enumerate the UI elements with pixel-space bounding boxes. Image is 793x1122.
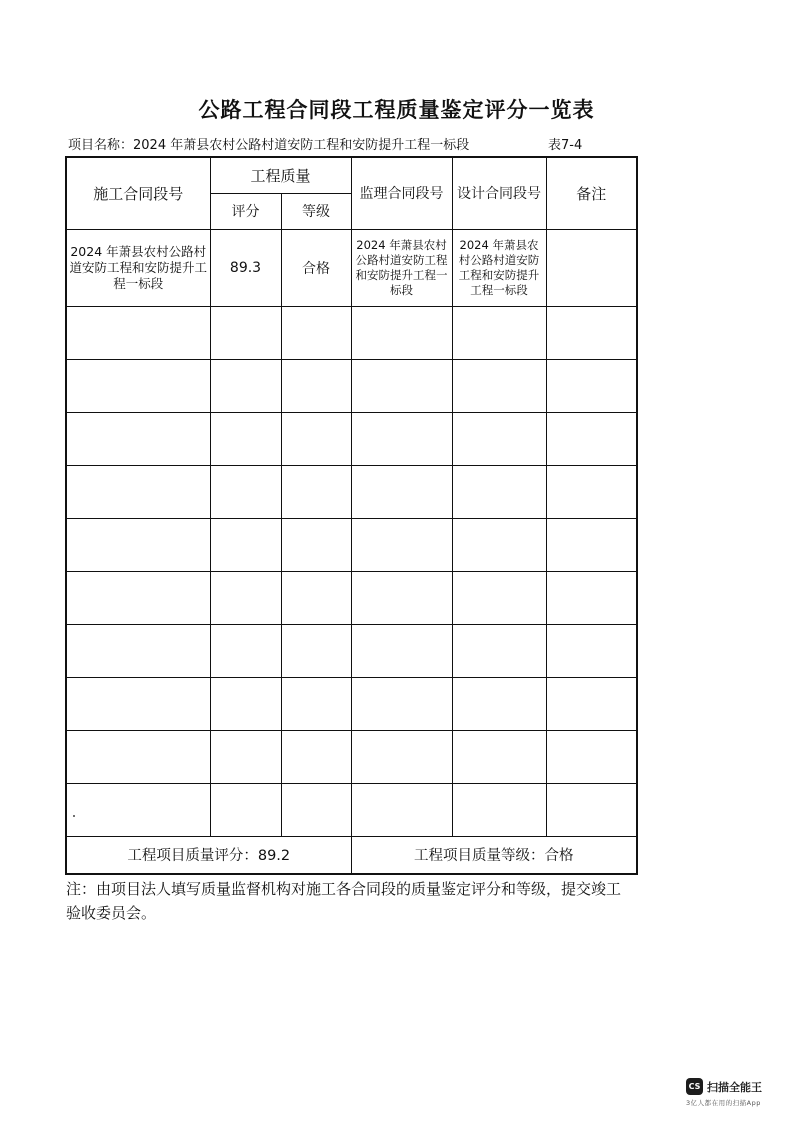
table-row (66, 359, 637, 412)
table-note: 注：由项目法人填写质量监督机构对施工各合同段的质量鉴定评分和等级，提交竣工验收委员会。 (66, 880, 622, 922)
table-row (66, 783, 637, 836)
project-name: 项目名称：2024 年萧县农村公路村道安防工程和安防提升工程一标段 (68, 138, 470, 153)
table-row (66, 518, 637, 571)
header-construction: 施工合同段号 (66, 157, 210, 229)
table-number: 表7-4 (548, 138, 583, 153)
cell-remark (546, 229, 637, 306)
footer-project-score: 工程项目质量评分：89.2 (66, 836, 351, 874)
header-grade: 等级 (281, 193, 351, 229)
header-design: 设计合同段号 (452, 157, 546, 229)
watermark-name: 扫描全能王 (707, 1080, 762, 1094)
cell-supervision: 2024 年萧县农村公路村道安防工程和安防提升工程一标段 (351, 229, 452, 306)
header-score: 评分 (210, 193, 281, 229)
header-supervision: 监理合同段号 (351, 157, 452, 229)
header-remark: 备注 (546, 157, 637, 229)
table-row (66, 465, 637, 518)
page-title: 公路工程合同段工程质量鉴定评分一览表 (198, 98, 595, 122)
watermark-tagline: 3亿人都在用的扫描App (686, 1099, 761, 1107)
scanner-watermark (686, 1078, 786, 1107)
quality-table (65, 156, 638, 875)
table-row (66, 571, 637, 624)
cell-grade: 合格 (281, 229, 351, 306)
footer-project-grade: 工程项目质量等级：合格 (351, 836, 637, 874)
header-quality: 工程质量 (210, 157, 351, 193)
cell-design: 2024 年萧县农村公路村道安防工程和安防提升工程一标段 (452, 229, 546, 306)
table-row (66, 306, 637, 359)
table-row (66, 624, 637, 677)
cell-construction: 2024 年萧县农村公路村道安防工程和安防提升工程一标段 (66, 229, 210, 306)
cell-score: 89.3 (210, 229, 281, 306)
camscanner-logo-icon: CS (686, 1078, 703, 1095)
scan-speck (73, 815, 75, 817)
table-row (66, 229, 637, 306)
table-row (66, 412, 637, 465)
table-row (66, 730, 637, 783)
table-row (66, 677, 637, 730)
